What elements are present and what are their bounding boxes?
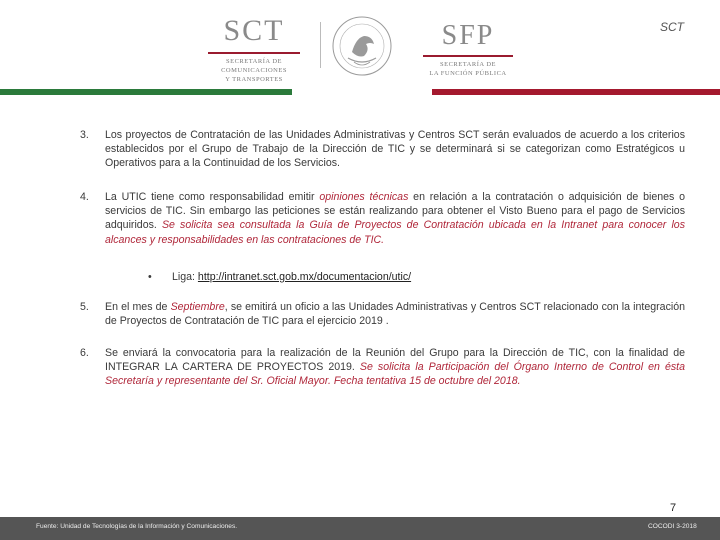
header xyxy=(0,0,720,100)
item-text-part: Se enviará la convocatoria para la realización de la Reunión del Grupo para la Dirección de TIC, con la finalidad de INTEGRAR LA CARTERA DE PROYECTOS 2019. xyxy=(105,347,685,374)
item-text xyxy=(105,300,685,328)
sfp-logo xyxy=(418,20,518,78)
sfp-logo-sub-1: SECRETARÍA DE xyxy=(440,61,496,68)
list-item-4 xyxy=(80,190,685,247)
sct-logo xyxy=(204,14,304,84)
item-number: 4. xyxy=(80,191,89,203)
red-stripe xyxy=(432,89,720,95)
list-item-6 xyxy=(80,346,685,389)
sct-logo-sub-3: Y TRANSPORTES xyxy=(225,76,283,83)
mexico-seal-icon xyxy=(330,14,394,78)
item-text-part: La UTIC tiene como responsabilidad emitir xyxy=(105,191,320,203)
bullet-symbol: • xyxy=(148,271,152,283)
highlight-text: opiniones técnicas xyxy=(319,191,409,203)
sct-logo-sub-1: SECRETARÍA DE xyxy=(226,58,282,65)
item-number: 3. xyxy=(80,129,89,141)
page-number: 7 xyxy=(670,502,677,514)
green-stripe xyxy=(0,89,292,95)
highlight-text: Se solicita sea consultada la Guía de Proyectos de Contratación ubicada en la Intranet para conocer los alcances y responsabilidades en las contrataciones de TIC. xyxy=(105,219,685,246)
item-text-part: , se emitirá un oficio a las Unidades Administrativas y Centros SCT relacionado con la integración de Proyectos de Contratación de TIC para el ejercicio 2019 . xyxy=(105,301,685,328)
footer-bar xyxy=(0,517,720,540)
highlight-text: Se solicita la Participación del Órgano Interno de Control en ésta Secretaría y representante del Sr. Oficial Mayor. Fecha tentativa 15 de octubre del 2018. xyxy=(105,361,685,388)
item-text xyxy=(105,346,685,389)
intranet-link[interactable]: http://intranet.sct.gob.mx/documentacion/utic/ xyxy=(197,271,412,283)
sct-logo-sub-2: COMUNICACIONES xyxy=(221,67,287,74)
link-label: Liga: xyxy=(172,271,198,283)
sct-logo-rule xyxy=(208,52,300,54)
sfp-logo-sub-2: LA FUNCIÓN PÚBLICA xyxy=(429,70,507,77)
item-text: Los proyectos de Contratación de las Unidades Administrativas y Centros SCT serán evaluados de acuerdo a los criterios establecidos por el Grupo de Trabajo de la Dirección de TIC y se determinará si se categorizan como Estratégicos u Operativos para a la Continuidad de los Servicios. xyxy=(105,129,685,170)
sfp-logo-text: SFP xyxy=(441,20,495,51)
footer-session: COCODI 3-2018 xyxy=(648,523,697,530)
footer-source: Fuente: Unidad de Tecnologías de la Información y Comunicaciones. xyxy=(36,523,238,530)
highlight-text: Septiembre xyxy=(170,301,225,313)
item-text-part: en relación a la contratación o adquisición de bienes o servicios de TIC. Sin embargo las peticiones se están realizando para obtener el Visto Bueno para el pago de Servicios adquiridos. xyxy=(105,191,685,232)
list-item-5 xyxy=(80,300,685,328)
link-bullet xyxy=(148,271,411,283)
sfp-logo-rule xyxy=(423,55,513,57)
item-number: 6. xyxy=(80,347,89,359)
list-item-3 xyxy=(80,128,685,171)
item-text xyxy=(105,190,685,247)
logo-divider xyxy=(320,22,321,68)
corner-label: SCT xyxy=(660,20,684,34)
sct-logo-text: SCT xyxy=(223,14,285,47)
item-text-part: En el mes de xyxy=(105,301,171,313)
item-number: 5. xyxy=(80,301,89,313)
